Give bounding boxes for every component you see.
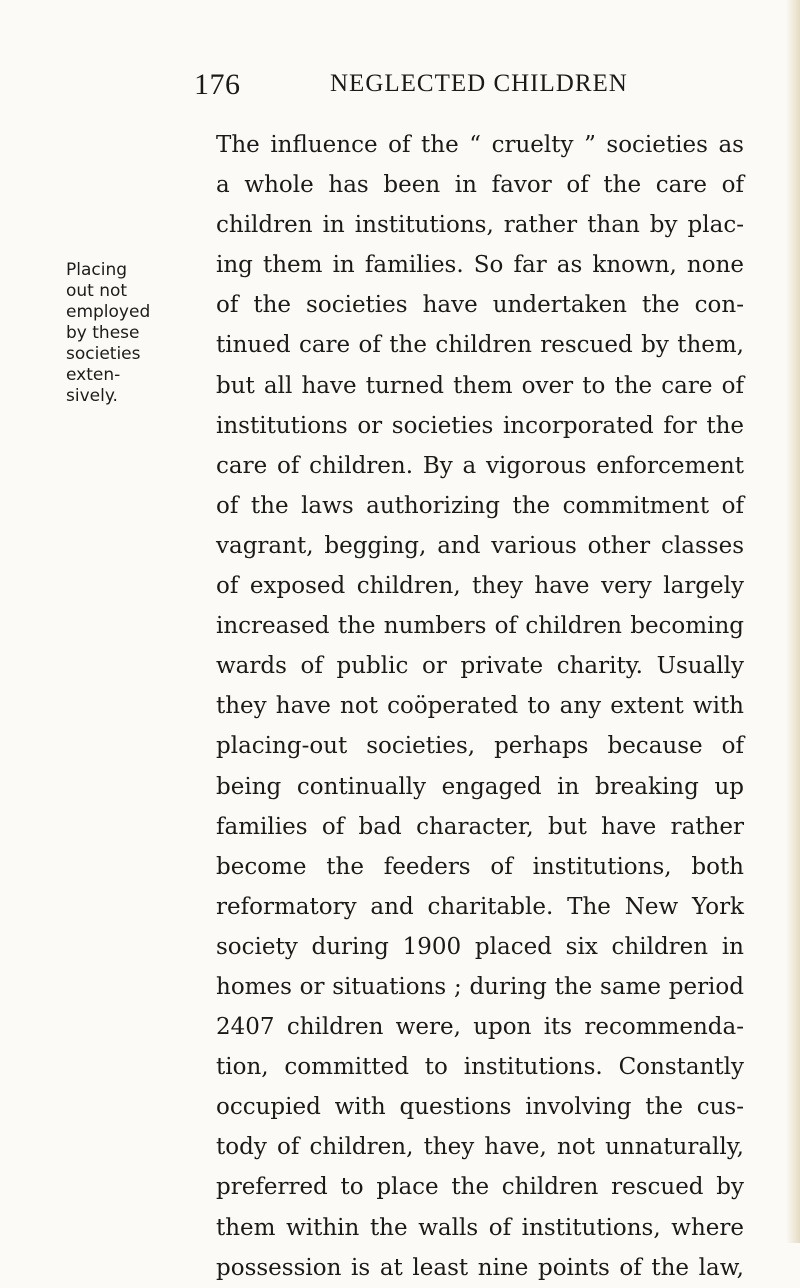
text-line: become the feeders of institutions, both	[216, 853, 744, 880]
text-line: reformatory and charitable. The New York	[216, 893, 744, 920]
text-line: them within the walls of institutions, where	[216, 1214, 744, 1241]
text-line: of exposed children, they have very largely	[216, 573, 744, 600]
page-edge-shadow	[786, 0, 800, 1243]
text-line: increased the numbers of children becoming	[216, 613, 744, 640]
text-line: but all have turned them over to the care of	[216, 372, 744, 399]
margin-note-line: sively.	[66, 386, 118, 406]
text-line: The influence of the “ cruelty ” societies as	[216, 132, 744, 158]
text-line: vagrant, begging, and various other classes	[216, 532, 744, 559]
margin-note-line: Placing	[66, 260, 128, 280]
margin-note	[66, 260, 176, 407]
page-number: 176	[194, 68, 241, 101]
text-line: wards of public or private charity. Usually	[216, 653, 744, 680]
margin-note-line: societies	[66, 344, 141, 364]
text-line: 2407 children were, upon its recommenda-	[216, 1014, 744, 1041]
text-line: institutions or societies incorporated for the	[216, 412, 744, 439]
body-paragraph	[216, 125, 744, 1288]
text-line: preferred to place the children rescued by	[216, 1174, 744, 1201]
text-line: ing them in families. So far as known, none	[216, 252, 744, 279]
text-line: occupied with questions involving the cus-	[216, 1094, 744, 1121]
text-line: tody of children, they have, not unnaturally,	[216, 1134, 744, 1161]
text-line: of the societies have undertaken the con-	[216, 292, 744, 319]
text-line: care of children. By a vigorous enforcement	[216, 452, 744, 479]
text-line: they have not coöperated to any extent with	[216, 693, 744, 720]
text-line: tion, committed to institutions. Constantly	[216, 1054, 744, 1081]
text-line: placing-out societies, perhaps because of	[216, 733, 744, 760]
text-line: of the laws authorizing the commitment of	[216, 492, 744, 519]
text-line: a whole has been in favor of the care of	[216, 172, 744, 199]
margin-note-line: exten-	[66, 365, 121, 385]
margin-note-line: employed	[66, 302, 151, 322]
running-title: NEGLECTED CHILDREN	[330, 70, 628, 97]
text-line: children in institutions, rather than by plac-	[216, 212, 744, 239]
text-line: possession is at least nine points of the law,	[216, 1254, 744, 1281]
text-line: being continually engaged in breaking up	[216, 773, 744, 800]
text-line: families of bad character, but have rather	[216, 813, 744, 840]
margin-note-line: out not	[66, 281, 128, 301]
text-line: homes or situations ; during the same period	[216, 973, 744, 1000]
running-head	[194, 68, 734, 108]
margin-note-line: by these	[66, 323, 140, 343]
text-line: society during 1900 placed six children in	[216, 933, 744, 960]
text-line: tinued care of the children rescued by them,	[216, 332, 744, 359]
